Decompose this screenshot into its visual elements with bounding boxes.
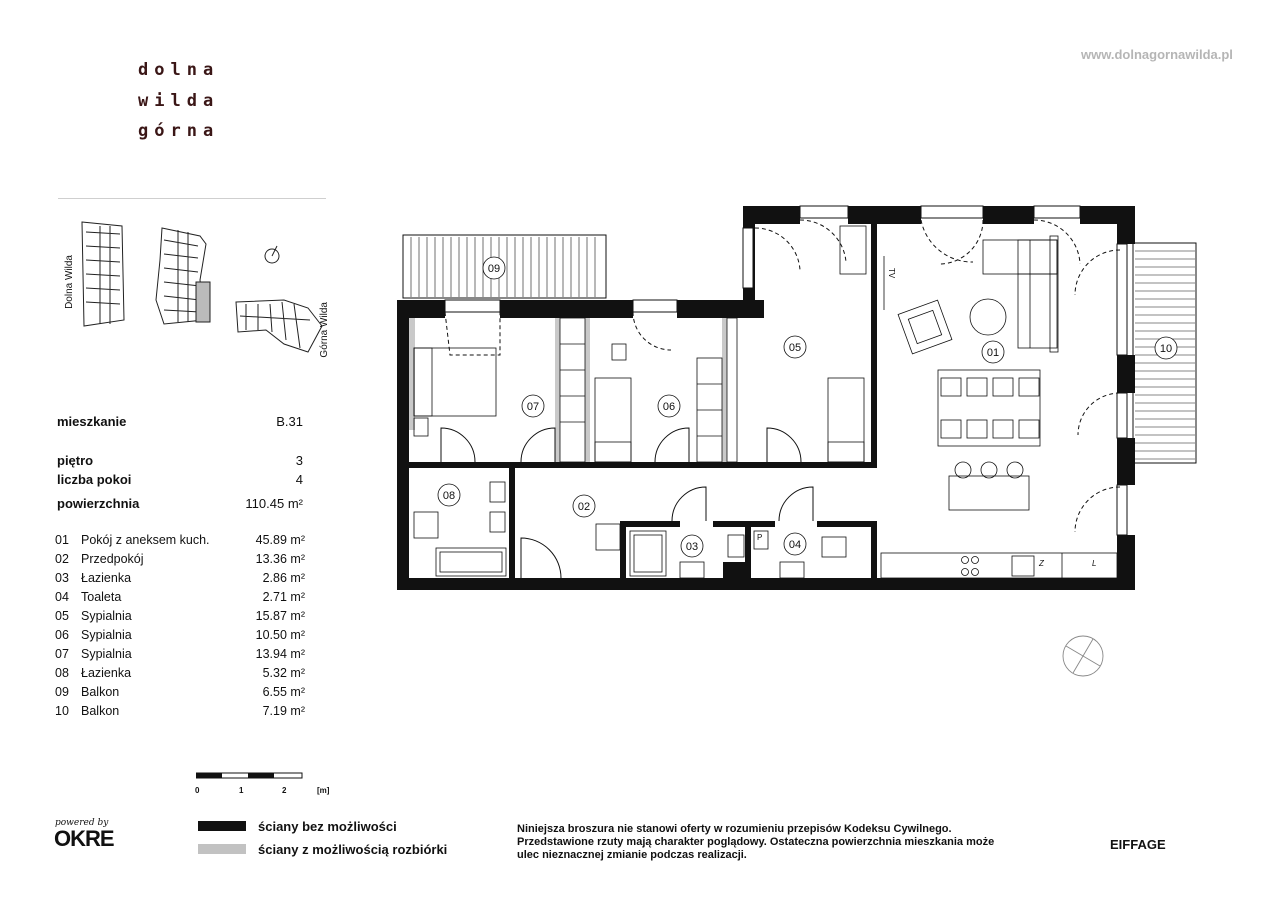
room-label-09: 09 (487, 263, 501, 275)
room-label-10: 10 (1159, 343, 1173, 355)
room-name: Balkon (81, 685, 120, 699)
room-label-02: 02 (577, 501, 591, 513)
room-area: 15.87 m² (255, 609, 305, 623)
powered-by-text: powered by (55, 818, 109, 828)
room-name: Toaleta (81, 590, 122, 604)
room-number: 08 (55, 666, 69, 680)
site-map-label-right: Górna Wilda (319, 302, 330, 358)
room-label-01: 01 (986, 347, 1000, 359)
room-name: Sypialnia (81, 609, 132, 623)
room-number: 09 (55, 685, 69, 699)
room-number: 07 (55, 647, 69, 661)
scale-tick-1: 1 (239, 786, 244, 795)
apartment-label: mieszkanie (57, 414, 127, 429)
fixture-labels (757, 268, 1096, 568)
disclaimer-line-1: Niniejsza broszura nie stanowi oferty w rozumieniu przepisów Kodeksu Cywilnego. (517, 823, 952, 835)
room-area: 13.94 m² (255, 647, 305, 661)
disclaimer-line-3: ulec nieznacznej zmianie podczas realizacji. (517, 849, 747, 861)
area-label: powierzchnia (57, 496, 140, 511)
l-label: L (1092, 559, 1097, 568)
legend-demolish-label: ściany z możliwością rozbiórki (258, 842, 448, 857)
room-name: Pokój z aneksem kuch. (81, 533, 210, 547)
logo-line-3: górna (138, 121, 220, 141)
partition-walls (409, 318, 727, 462)
floor-value: 3 (295, 453, 303, 468)
room-label-04: 04 (788, 539, 802, 551)
room-area: 13.36 m² (255, 552, 305, 566)
room-number: 06 (55, 628, 69, 642)
floor-label: piętro (57, 453, 94, 468)
p-label: P (757, 533, 763, 542)
room-name: Sypialnia (81, 628, 132, 642)
room-name: Sypialnia (81, 647, 132, 661)
compass-icon (1063, 636, 1103, 676)
scale-tick-2: 2 (282, 786, 287, 795)
room-name: Łazienka (81, 666, 132, 680)
room-number: 03 (55, 571, 69, 585)
room-label-07: 07 (526, 401, 540, 413)
room-area: 5.32 m² (262, 666, 305, 680)
room-name: Balkon (81, 704, 120, 718)
room-area: 45.89 m² (255, 533, 305, 547)
room-name: Przedpokój (81, 552, 144, 566)
logo-line-1: dolna (138, 60, 220, 80)
room-label-06: 06 (662, 401, 676, 413)
room-area: 2.71 m² (262, 590, 305, 604)
apartment-value: B.31 (276, 414, 303, 429)
room-area: 10.50 m² (255, 628, 305, 642)
room-label-08: 08 (442, 490, 456, 502)
room-number: 04 (55, 590, 69, 604)
site-map-label-left: Dolna Wilda (64, 255, 75, 309)
disclaimer-line-2: Przedstawione rzuty mają charakter poglądowy. Ostateczna powierzchnia mieszkania może (517, 836, 995, 848)
scale-tick-0: 0 (195, 786, 200, 795)
area-value: 110.45 m² (245, 496, 303, 511)
room-number: 05 (55, 609, 69, 623)
rooms-count-value: 4 (295, 472, 303, 487)
room-label-03: 03 (685, 541, 699, 553)
z-label: Z (1039, 559, 1044, 568)
scale-unit: [m] (317, 786, 330, 795)
tv-label: TV (887, 268, 896, 279)
rooms-count-label: liczba pokoi (57, 472, 132, 487)
room-area: 6.55 m² (262, 685, 305, 699)
room-number: 02 (55, 552, 69, 566)
room-number: 10 (55, 704, 69, 718)
developer-logo: EIFFAGE (1110, 837, 1166, 852)
room-area: 2.86 m² (262, 571, 305, 585)
room-name: Łazienka (81, 571, 132, 585)
room-number: 01 (55, 533, 69, 547)
okre-logo: OKRE (54, 826, 114, 851)
website-link[interactable]: www.dolnagornawilda.pl (1081, 47, 1233, 62)
legend-solid-label: ściany bez możliwości (258, 819, 397, 834)
logo-line-2: wilda (138, 91, 220, 111)
room-label-05: 05 (788, 342, 802, 354)
room-area: 7.19 m² (262, 704, 305, 718)
